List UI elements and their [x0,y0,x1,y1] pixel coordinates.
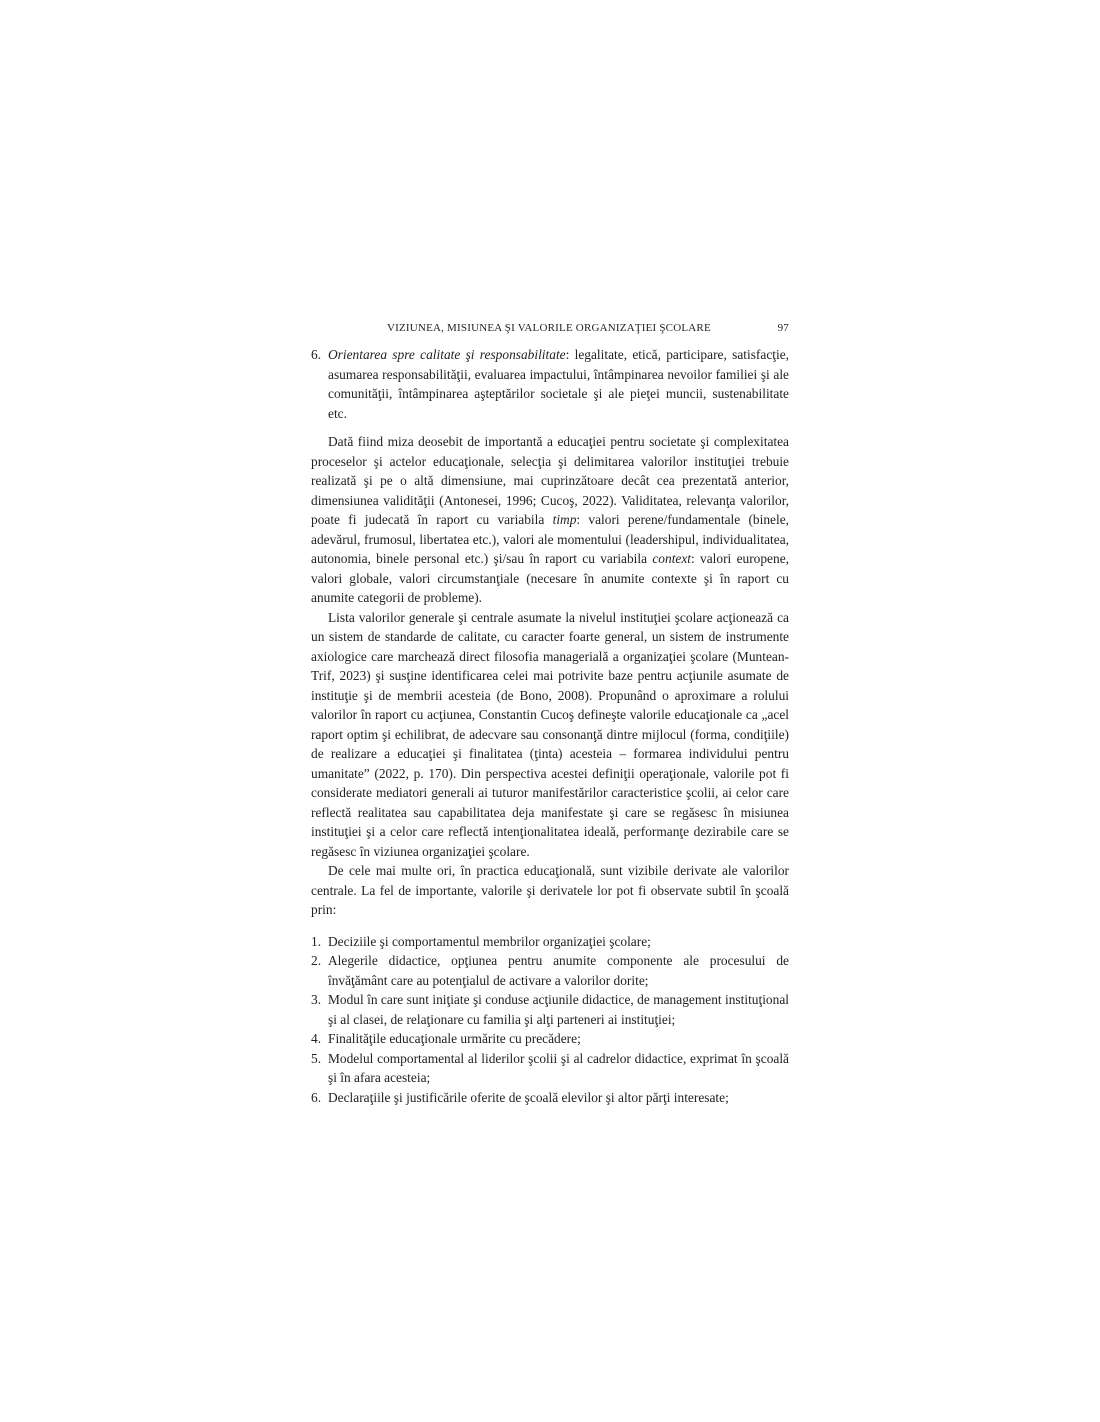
paragraph-text: : valori europene, valori globale, valori circumstanţiale (necesare în anumite contexte şi în raport cu anumite categorii de probleme). [311,551,789,605]
list-item-number: 6. [311,1089,322,1105]
list-item [311,1029,789,1049]
list-item-text: Declaraţiile şi justificările oferite de şcoală elevilor şi altor părţi interesate; [328,1089,729,1105]
list-item-lead: Orientarea spre calitate şi responsabilitate [328,347,566,362]
paragraph-derivates: De cele mai multe ori, în practica educaţională, sunt vizibile derivate ale valorilor centrale. La fel de importante, valorile şi derivatele lor pot fi observate subtil în şcoală prin: [311,863,789,917]
running-header [311,317,789,337]
list-item [311,1088,789,1108]
list-item-number: 5. [311,1050,322,1066]
list-item [311,1049,789,1088]
list-item-number: 1. [311,933,322,949]
list-item-number: 6. [311,347,322,362]
list-item-number: 2. [311,953,322,968]
paragraph-text: Dată fiind miza deosebit de importantă a educaţiei pentru societate şi complexitatea proceselor şi actelor educaţionale, selecţia şi delimitarea valorilor instituţiei trebuie realizată şi pe o altă dimensiune, mai cuprinzătoare decât cea prezentată anterior, dimensiunea validităţii (Antonesei, 1996; Cucoş, 2022). Validitatea, relevanţa valorilor, poate fi judecată în raport cu variabila [311,434,789,527]
list-item-text: : legalitate, etică, participare, satisfacţie, asumarea responsabilităţii, evaluarea impactului, întâmpinarea nevoilor familiei şi ale comunităţii, întâmpinarea aşteptărilor societale şi ale pieţei muncii, sustenabilitate etc. [328,347,789,421]
paragraph-text: : valori perene/fundamentale (binele, adevărul, frumosul, libertatea etc.), valori ale momentului (leadershipul, individualitatea, autonomia, binele personal etc.) şi/sau în raport cu variabila [311,512,789,566]
list-item-text: Deciziile şi comportamentul membrilor organizaţiei şcolare; [328,933,651,949]
page-number: 97 [777,322,789,334]
list-item-text: Alegerile didactice, opţiunea pentru anumite componente ale procesului de învăţământ care au potenţialul de activare a valorilor dorite; [328,953,789,988]
running-title: VIZIUNEA, MISIUNEA ŞI VALORILE ORGANIZAŢIEI ŞCOLARE [387,322,711,334]
list-item [311,990,789,1029]
list-item-text: Modelul comportamental al liderilor şcolii şi al cadrelor didactice, exprimat în şcoală şi în afara acesteia; [328,1050,789,1085]
list-item-number: 3. [311,992,322,1007]
emphasis-timp: timp [552,512,577,527]
emphasis-context: context [652,551,692,566]
numbered-list [311,932,789,1108]
list-item [311,951,789,990]
list-item-orientation [311,345,789,423]
list-item-text: Finalităţile educaţionale urmărite cu precădere; [328,1031,581,1046]
paragraph-values-list: Lista valorilor generale şi centrale asumate la nivelul instituţiei şcolare acţionează ca un sistem de standarde de calitate, cu caracter foarte general, un sistem de instrumente axiologice care marchează direct filosofia managerială a organizaţiei şcolare (Muntean-Trif, 2023) şi susţine identificarea celei mai potrivite baze pentru acţiunile asumate de instituţie şi de membrii acesteia (de Bono, 2008). Propunând o aproximare a rolului valorilor în raport cu acţiunea, Constantin Cucoş defineşte valorile educaţionale ca „acel raport optim şi echilibrat, de adecvare sau consonanţă dintre mijlocul (forma, condiţiile) de realizare a educaţiei şi finalitatea (ţinta) acesteia – formarea individului pentru umanitate” (2022, p. 170). Din perspectiva acestei definiţii operaţionale, valorile pot fi considerate mediatori generali ai tuturor manifestărilor caracteristice şcolii, ai celor care reflectă realitatea sau capabilitatea deja manifestate şi care se regăsesc în misiunea instituţiei şi a celor care reflectă intenţionalitatea ideală, performanţe dezirabile care se regăsesc în viziunea organizaţiei şcolare. [311,609,789,859]
paragraph-validity [311,432,789,608]
list-item-text: Modul în care sunt iniţiate şi conduse acţiunile didactice, de management instituţional şi al clasei, de relaţionare cu familia şi alţi parteneri ai instituţiei; [328,992,789,1027]
book-page [311,317,789,1107]
list-item [311,932,789,952]
list-item-number: 4. [311,1031,322,1046]
